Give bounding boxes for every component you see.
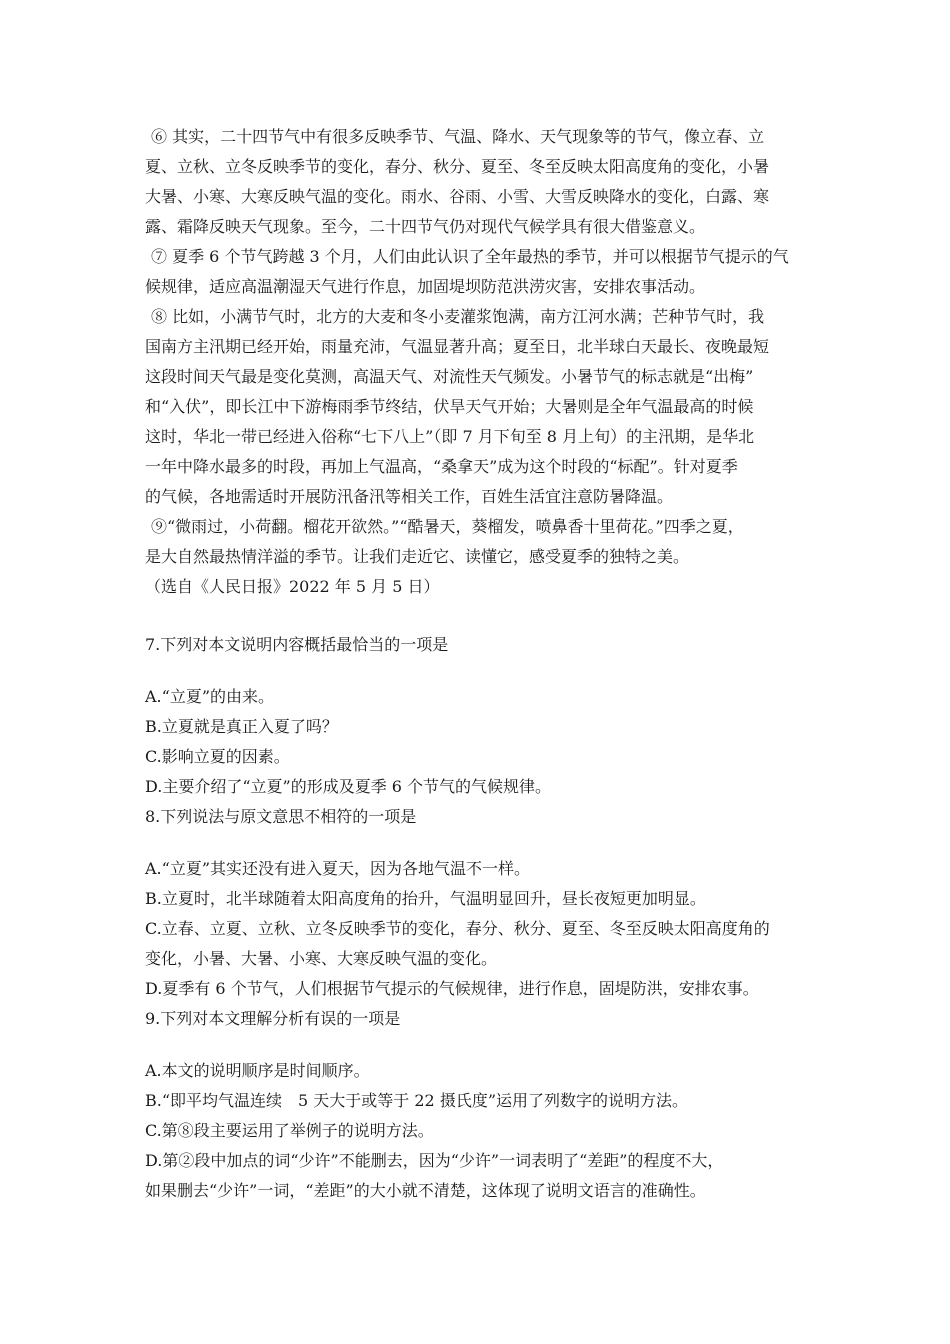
question-8 <box>145 802 825 1004</box>
paragraph-9 <box>145 512 825 572</box>
text-line: 这段时间天气最是变化莫测，高温天气、对流性天气频发。小暑节气的标志就是“出梅” <box>145 367 754 386</box>
option-d[interactable] <box>145 1146 825 1206</box>
text-line: 是大自然最热情洋溢的季节。让我们走近它、读懂它，感受夏季的独特之美。 <box>145 547 690 566</box>
option-a[interactable]: A.“立夏”其实还没有进入夏天，因为各地气温不一样。 <box>145 859 531 878</box>
text-line: 露、霜降反映天气现象。至今，二十四节气仍对现代气候学具有很大借鉴意义。 <box>145 217 706 236</box>
option-b[interactable]: B.立夏时，北半球随着太阳高度角的抬升，气温明显回升，昼长夜短更加明显。 <box>145 889 706 908</box>
paragraph-8 <box>145 302 825 512</box>
text-line: ⑦ 夏季 6 个节气跨越 3 个月，人们由此认识了全年最热的季节，并可以根据节气提示的气 <box>151 247 789 266</box>
text-line: ⑧ 比如，小满节气时，北方的大麦和冬小麦灌浆饱满，南方江河水满；芒种节气时，我 <box>151 307 765 326</box>
option-text-line: 如果删去“少许”一词，“差距”的大小就不清楚，这体现了说明文语言的准确性。 <box>145 1181 706 1200</box>
option-a[interactable]: A.本文的说明顺序是时间顺序。 <box>145 1061 370 1080</box>
spacer <box>145 602 825 630</box>
paragraph-7 <box>145 242 825 302</box>
document-page <box>145 122 825 1206</box>
option-d[interactable]: D.夏季有 6 个节气，人们根据节气提示的气候规律，进行作息，固堤防洪，安排农事。 <box>145 979 759 998</box>
text-line: ⑨“微雨过，小荷翻。榴花开欲然。”“酷暑天，葵榴发，喷鼻香十里荷花。”四季之夏， <box>151 517 744 536</box>
text-line: 这时，华北一带已经进入俗称“七下八上”（即 7 月下旬至 8 月上旬）的主汛期，是华北 <box>145 427 755 446</box>
text-line: 和“入伏”，即长江中下游梅雨季节终结，伏旱天气开始；大暑则是全年气温最高的时候 <box>145 397 754 416</box>
text-line: 夏、立秋、立冬反映季节的变化，春分、秋分、夏至、冬至反映太阳高度角的变化，小暑 <box>145 157 770 176</box>
question-7 <box>145 630 825 802</box>
spacer <box>145 1034 825 1056</box>
option-text-line: C.立春、立夏、立秋、立冬反映季节的变化，春分、秋分、夏至、冬至反映太阳高度角的 <box>145 919 770 938</box>
question-stem: 8.下列说法与原文意思不相符的一项是 <box>145 807 417 826</box>
source-citation: （选自《人民日报》2022 年 5 月 5 日） <box>145 577 440 596</box>
option-c[interactable]: C.影响立夏的因素。 <box>145 747 290 766</box>
spacer <box>145 832 825 854</box>
option-d[interactable]: D.主要介绍了“立夏”的形成及夏季 6 个节气的气候规律。 <box>145 777 552 796</box>
text-line: ⑥ 其实，二十四节气中有很多反映季节、气温、降水、天气现象等的节气，像立春、立 <box>151 127 765 146</box>
option-text-line: D.第②段中加点的词“少许”不能删去，因为“少许”一词表明了“差距”的程度不大， <box>145 1151 724 1170</box>
text-line: 的气候，各地需适时开展防汛备汛等相关工作，百姓生活宜注意防暑降温。 <box>145 487 674 506</box>
option-b[interactable]: B.立夏就是真正入夏了吗？ <box>145 717 338 736</box>
question-9 <box>145 1004 825 1206</box>
text-line: 大暑、小寒、大寒反映气温的变化。雨水、谷雨、小雪、大雪反映降水的变化，白露、寒 <box>145 187 770 206</box>
option-c[interactable]: C.第⑧段主要运用了举例子的说明方法。 <box>145 1121 434 1140</box>
question-stem: 9.下列对本文理解分析有误的一项是 <box>145 1009 401 1028</box>
text-line: 一年中降水最多的时段，再加上气温高，“桑拿天”成为这个时段的“标配”。针对夏季 <box>145 457 738 476</box>
spacer <box>145 660 825 682</box>
text-line: 国南方主汛期已经开始，雨量充沛，气温显著升高；夏至日，北半球白天最长、夜晚最短 <box>145 337 770 356</box>
option-b[interactable]: B.“即平均气温连续 5 天大于或等于 22 摄氏度”运用了列数字的说明方法。 <box>145 1091 689 1110</box>
paragraph-6 <box>145 122 825 242</box>
option-text-line: 变化，小暑、大暑、小寒、大寒反映气温的变化。 <box>145 949 498 968</box>
question-stem: 7.下列对本文说明内容概括最恰当的一项是 <box>145 635 449 654</box>
option-c[interactable] <box>145 914 825 974</box>
text-line: 候规律，适应高温潮湿天气进行作息，加固堤坝防范洪涝灾害，安排农事活动。 <box>145 277 706 296</box>
option-a[interactable]: A.“立夏”的由来。 <box>145 687 275 706</box>
